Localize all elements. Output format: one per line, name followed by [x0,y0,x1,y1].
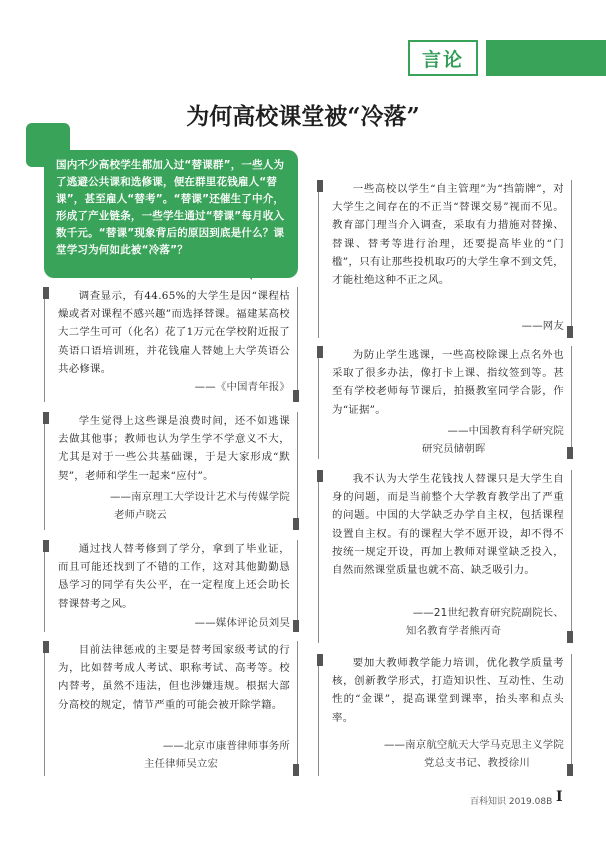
section-tag-bar [486,40,606,76]
quote-source: ——南京理工大学设计艺术与传媒学院 [109,491,290,503]
intro-fold [238,268,252,280]
page-number: I [556,789,563,805]
quote-source: ——媒体评论员刘昊 [194,617,290,629]
quote-source-title: 老师卢晓云 [114,509,167,521]
quote-card-left-3 [44,540,298,632]
quote-text: 我不认为大学生花钱找人替课只是大学生自身的问题，而是当前整个大学教育教学出了严重的问题。中国的大学缺乏办学自主权，包括课程设置自主权。有的课程大学不愿开设，却不得不按统一规定开设，再加上教师对课堂缺乏投入，自然而然课堂质量也就不高、缺乏吸引力。 [332,473,564,577]
quote-text: 通过找人替考修到了学分，拿到了毕业证，而且可能还找到了不错的工作，这对其他勤勤恳恳学习的同学有失公平，在一定程度上还会助长替课替考之风。 [58,543,290,610]
intro-block: 国内不少高校学生都加入过“替课群”，一些人为了逃避公共课和选修课，便在群里花钱雇人“替课”，甚至雇人“替考”。“替课”还催生了中介，形成了产业链条，一些学生通过“替课”每月收入数千元。“替课”现象背后的原因到底是什么？课堂学习为何如此被“冷落”？ [44,150,298,278]
quote-card-left-2 [44,412,298,530]
quote-card-left-1 [44,287,298,402]
quote-source-title: 知名教育学者熊丙奇 [406,625,502,637]
quote-text: 学生觉得上这些课是浪费时间，还不如逃课去做其他事；教师也认为学生学不学意义不大，尤其是对于一些公共基础课，于是大家形成“默契”，老师和学生一起来“应付”。 [58,415,290,482]
quote-card-right-1 [318,180,572,338]
quote-source: ——南京航空航天大学马克思主义学院 [383,739,564,751]
quote-source: ——北京市康普律师事务所 [162,740,290,752]
quote-source: ——网友 [521,320,564,332]
quote-card-right-2 [318,346,572,459]
quote-text: 目前法律惩戒的主要是替考国家级考试的行为，比如替考成人考试、职称考试、高考等。校内替考，虽然不违法，但也涉嫌违规。根据大部分高校的规定，情节严重的可能会被开除学籍。 [58,644,290,711]
quote-card-right-3 [318,470,572,643]
quote-text: 为防止学生逃课，一些高校除课上点名外也采取了很多办法，像打卡上课、指纹签到等。甚至有学校老师每节课后，拍摄教室同学合影，作为“证据”。 [332,349,564,416]
quote-text: 要加大教师教学能力培训，优化教学质量考核，创新教学形式，打造知识性、互动性、生动性的“金课”，提高课堂到课率，抬头率和点头率。 [332,657,564,724]
quote-text: 一些高校以学生“自主管理”为“挡箭牌”，对大学生之间存在的不正当“替课交易”视而不见。教育部门理当介入调查，采取有力措施对替操、替课、替考等进行治理，还要提高毕业的“门槛”，只有让那些投机取巧的大学生拿不到文凭，才能杜绝这种不正之风。 [332,183,564,287]
quote-source-title: 研究员储朝晖 [422,443,486,455]
quote-source: ——中国教育科学研究院 [447,425,564,437]
quote-source: ——《中国青年报》 [194,381,290,393]
quote-card-left-4 [44,641,298,776]
page-title: 为何高校课堂被“冷落” [186,103,420,130]
quote-source-title: 主任律师吴立宏 [144,758,219,770]
quote-card-right-4 [318,654,572,776]
quote-source-title: 党总支书记、教授徐川 [424,757,530,769]
footer-text: 百科知识 2019.08B [470,797,553,807]
quote-text: 调查显示，有44.65%的大学生是因“课程枯燥或者对课程不感兴趣”而选择替课。福建某高校大二学生可可（化名）花了1万元在学校附近报了英语口语培训班，并花钱雇人替她上大学英语公共必修课。 [58,290,290,375]
quote-source: ——21世纪教育研究院副院长、 [412,607,564,619]
section-tag: 言论 [408,40,478,76]
